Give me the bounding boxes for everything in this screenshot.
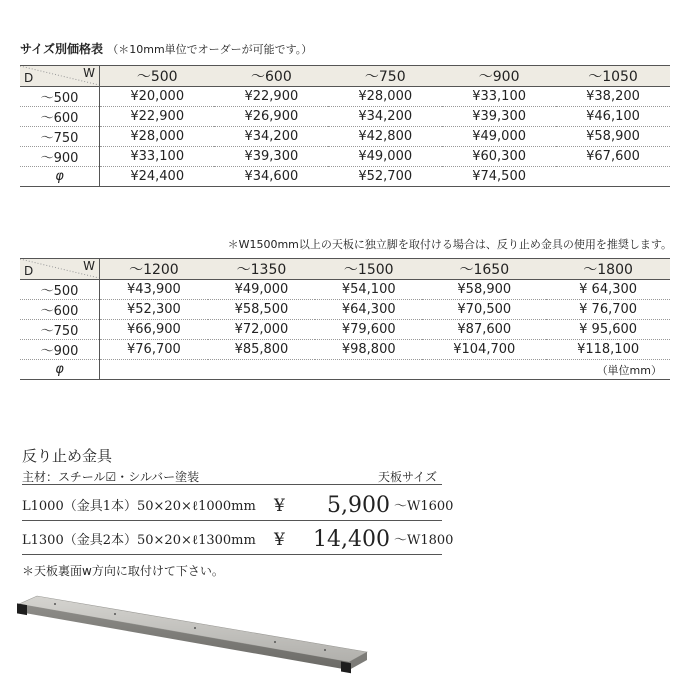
brace-item-price: 14,400	[313, 527, 390, 552]
brace-material: 主材：スチール☑・シルバー塗装	[22, 470, 200, 484]
row-header: ～600	[20, 300, 100, 320]
column-header: ～1200	[100, 259, 208, 280]
price-cell: ¥49,000	[208, 280, 315, 300]
table-row	[20, 107, 670, 127]
price-cell: ¥ 64,300	[546, 280, 670, 300]
table-row	[20, 280, 670, 300]
table-header-row	[20, 66, 670, 87]
column-header: ～600	[214, 66, 328, 87]
independent-leg-note: ＊W1500mm以上の天板に独立脚を取付ける場合は、反り止め金具の使用を推奨します。	[227, 238, 672, 251]
price-cell: ¥58,900	[556, 127, 670, 147]
price-cell: ¥33,100	[100, 147, 215, 167]
price-cell: ¥43,900	[100, 280, 208, 300]
table-row	[20, 340, 670, 360]
price-cell: ¥34,200	[328, 107, 442, 127]
column-header: ～500	[100, 66, 215, 87]
row-header: ～900	[20, 147, 100, 167]
price-cell: ¥76,700	[100, 340, 208, 360]
brace-item-top-size: ～W1600	[394, 499, 454, 514]
price-cell: ¥70,500	[422, 300, 546, 320]
table-row	[20, 360, 670, 380]
top-size-header: 天板サイズ	[378, 470, 438, 484]
steel-brace-image	[15, 590, 375, 680]
price-cell: ¥49,000	[328, 147, 442, 167]
price-cell: ¥74,500	[442, 167, 556, 187]
price-cell: ¥67,600	[556, 147, 670, 167]
column-header: ～750	[328, 66, 442, 87]
price-cell	[556, 167, 670, 187]
row-header-phi: φ	[20, 167, 100, 187]
brace-item-name: L1000（金具1本）50×20×ℓ1000mm	[22, 499, 256, 514]
price-cell: ¥20,000	[100, 87, 215, 107]
price-cell: ¥34,600	[214, 167, 328, 187]
price-cell: ¥39,300	[442, 107, 556, 127]
price-cell: ¥66,900	[100, 320, 208, 340]
price-cell: ¥24,400	[100, 167, 215, 187]
row-header: ～750	[20, 127, 100, 147]
price-table-title	[20, 40, 312, 57]
price-cell: ¥42,800	[328, 127, 442, 147]
corner-d-label: D	[24, 264, 34, 278]
price-cell: ¥85,800	[208, 340, 315, 360]
price-cell: ¥38,200	[556, 87, 670, 107]
divider	[22, 484, 442, 485]
yen-symbol: ¥	[274, 496, 285, 516]
table-row	[20, 127, 670, 147]
price-cell: ¥46,100	[556, 107, 670, 127]
brace-item-l1300	[22, 524, 454, 555]
column-header: ～1650	[422, 259, 546, 280]
column-header: ～900	[442, 66, 556, 87]
brace-item-name: L1300（金具2本）50×20×ℓ1300mm	[22, 533, 256, 548]
row-header: ～500	[20, 87, 100, 107]
price-cell: ¥39,300	[214, 147, 328, 167]
price-cell: ¥98,800	[315, 340, 422, 360]
unit-label: （単位mm）	[596, 364, 662, 377]
corner-d-label: D	[24, 71, 34, 85]
brace-item-price: 5,900	[327, 493, 390, 518]
price-cell: ¥28,000	[100, 127, 215, 147]
price-cell: ¥87,600	[422, 320, 546, 340]
price-cell: ¥49,000	[442, 127, 556, 147]
mounting-note: ＊天板裏面w方向に取付けて下さい。	[22, 564, 224, 578]
price-cell: ¥22,900	[214, 87, 328, 107]
price-cell: ¥34,200	[214, 127, 328, 147]
brace-item-l1000	[22, 490, 454, 521]
price-cell: ¥22,900	[100, 107, 215, 127]
brace-title: 反り止め金具	[22, 447, 113, 465]
row-header: ～750	[20, 320, 100, 340]
table-corner	[20, 66, 100, 87]
price-cell: ¥ 95,600	[546, 320, 670, 340]
brace-item-top-size: ～W1800	[394, 533, 454, 548]
row-header-phi: φ	[20, 360, 100, 380]
price-cell: ¥33,100	[442, 87, 556, 107]
column-header: ～1350	[208, 259, 315, 280]
table-row	[20, 300, 670, 320]
price-cell: ¥ 76,700	[546, 300, 670, 320]
table-row	[20, 147, 670, 167]
unit-cell	[100, 360, 671, 380]
price-cell: ¥60,300	[442, 147, 556, 167]
price-cell: ¥64,300	[315, 300, 422, 320]
table-header-row	[20, 259, 670, 280]
price-cell: ¥72,000	[208, 320, 315, 340]
price-cell: ¥58,900	[422, 280, 546, 300]
yen-symbol: ¥	[274, 530, 285, 550]
price-cell: ¥54,100	[315, 280, 422, 300]
table-row	[20, 87, 670, 107]
price-cell: ¥58,500	[208, 300, 315, 320]
row-header: ～600	[20, 107, 100, 127]
row-header: ～900	[20, 340, 100, 360]
price-cell: ¥28,000	[328, 87, 442, 107]
price-table-1	[20, 65, 670, 187]
column-header: ～1500	[315, 259, 422, 280]
column-header: ～1050	[556, 66, 670, 87]
corner-w-label: W	[83, 259, 95, 273]
price-cell: ¥52,700	[328, 167, 442, 187]
price-cell: ¥26,900	[214, 107, 328, 127]
table-corner	[20, 259, 100, 280]
table-row	[20, 320, 670, 340]
price-cell: ¥118,100	[546, 340, 670, 360]
price-table-title-text: サイズ別価格表	[20, 42, 104, 56]
price-table-2	[20, 258, 670, 380]
price-cell: ¥104,700	[422, 340, 546, 360]
corner-w-label: W	[83, 66, 95, 80]
column-header: ～1800	[546, 259, 670, 280]
price-table-note: （＊10mm単位でオーダーが可能です。）	[107, 43, 313, 56]
row-header: ～500	[20, 280, 100, 300]
table-row	[20, 167, 670, 187]
price-cell: ¥79,600	[315, 320, 422, 340]
price-cell: ¥52,300	[100, 300, 208, 320]
